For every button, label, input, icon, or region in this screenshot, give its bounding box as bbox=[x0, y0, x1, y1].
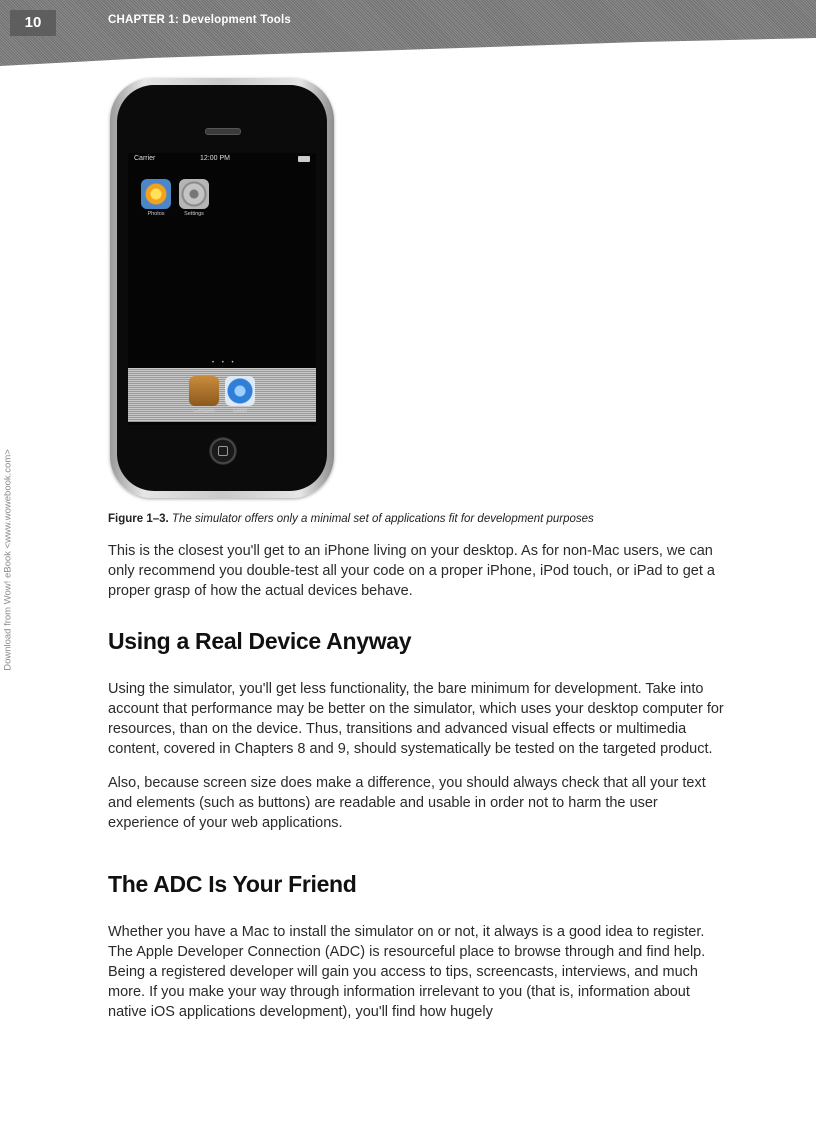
home-square-icon bbox=[218, 446, 228, 456]
status-carrier: Carrier bbox=[134, 155, 156, 162]
dock bbox=[128, 368, 316, 422]
phone-body bbox=[117, 85, 327, 491]
section-heading-real-device: Using a Real Device Anyway bbox=[108, 628, 412, 654]
app-label: Photos bbox=[147, 211, 165, 217]
caption-text: The simulator offers only a minimal set of applications fit for development purposes bbox=[171, 513, 594, 525]
chapter-title: CHAPTER 1: Development Tools bbox=[108, 14, 292, 26]
section1-paragraph-1: Using the simulator, you'll get less functionality, the bare minimum for development. Take into account that performance may be better on the simulator, which uses your desktop computer for resources, than on the device. Thus, transitions and advanced visual effects or multimedia content, covered in Chapters 8 and 9, should systematically be tested on the targeted product. bbox=[108, 680, 724, 757]
header-band bbox=[0, 0, 816, 70]
page-number: 10 bbox=[10, 10, 56, 36]
section1-paragraph-2: Also, because screen size does make a difference, you should always check that all your text and elements (such as buttons) are readable and usable in order not to harm the user experience of your web applications. bbox=[108, 774, 706, 831]
speaker-grille bbox=[205, 128, 241, 135]
app-safari bbox=[220, 376, 260, 414]
home-button bbox=[209, 437, 237, 465]
phone-screen bbox=[128, 153, 316, 425]
app-settings bbox=[174, 179, 214, 217]
status-bar bbox=[128, 153, 316, 166]
settings-icon bbox=[179, 179, 209, 209]
safari-icon bbox=[225, 376, 255, 406]
contacts-icon bbox=[189, 376, 219, 406]
photos-icon bbox=[141, 179, 171, 209]
app-photos bbox=[136, 179, 176, 217]
app-label: Contacts bbox=[193, 408, 215, 414]
figure-caption bbox=[108, 513, 594, 525]
battery-icon bbox=[298, 156, 310, 162]
app-label: Settings bbox=[184, 211, 204, 217]
status-time: 12:00 PM bbox=[200, 155, 230, 162]
side-watermark: Download from Wow! eBook <www.wowebook.com> bbox=[2, 449, 14, 671]
app-contacts bbox=[184, 376, 224, 414]
iphone-simulator-figure bbox=[110, 78, 334, 498]
page-dots: • • • bbox=[212, 360, 237, 366]
app-label: Safari bbox=[232, 408, 248, 414]
section-heading-adc: The ADC Is Your Friend bbox=[108, 871, 357, 897]
section2-paragraph-1: Whether you have a Mac to install the simulator on or not, it always is a good idea to register. The Apple Developer Connection (ADC) is resourceful place to browse through and find help. Being a registered developer will gain you access to tips, screencasts, interviews, and much more. If you make your way through information irrelevant to you (that is, information about native iOS applications development), you'll find how hugely bbox=[108, 923, 706, 1020]
intro-paragraph: This is the closest you'll get to an iPhone living on your desktop. As for non-Mac users, we can only recommend you double-test all your code on a proper iPhone, iPod touch, or iPad to get a proper grasp of how the actual devices behave. bbox=[108, 542, 715, 599]
caption-label: Figure 1–3. bbox=[108, 513, 169, 525]
